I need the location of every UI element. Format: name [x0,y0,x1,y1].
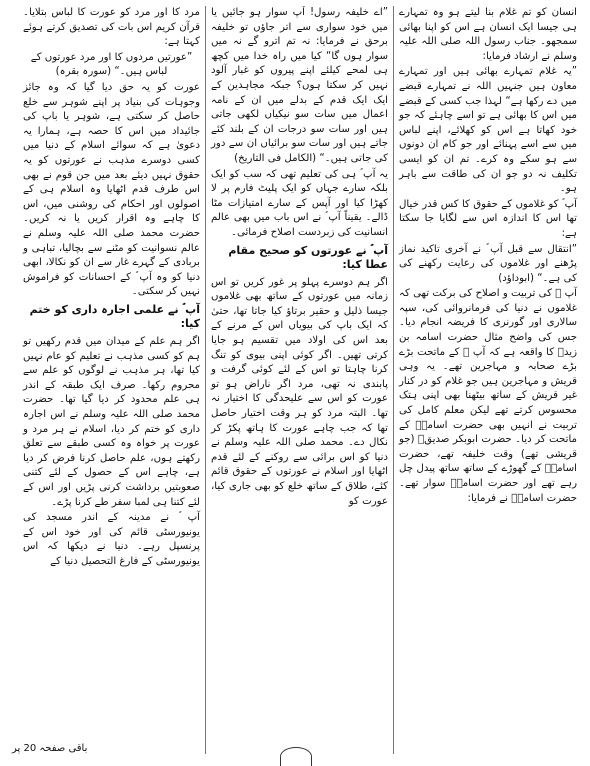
paragraph: آپ ؐ نے مدینہ کے اندر مسجد کی یونیورسٹی قائم کی اور خود اس کے پرنسپل رہے۔ دنیا نے دیکھا کہ اس یونیورسٹی کے فارغ التحصیل دنیا کے [23,512,200,567]
paragraph: عورت کو یہ حق دیا گیا کہ وہ جائز وجوہات کی بنیاد پر اپنے شوہر سے خلع حاصل کر سکتی ہے، شوہر یا باپ کی جائیداد میں اس کا حصہ ہے، ہمارا یہ دعویٰ ہے کہ سوائے اسلام کے دنیا میں کسی دوسرے مذہب نے عورتوں کو یہ حقوق نہیں دیئے بعد میں جن قوم نے بھی اس طرف قدم اٹھایا وہ اسلام ہی کے اصولوں اور احکام کی روشنی میں، اس کا چاہے وہ اقرار کریں یا نہ کریں۔ حضرت محمد صلی اللہ علیہ وسلم نے عالم نسوانیت کو مٹنے سے بچالیا، تباہی و بربادی کے گہرے غار سے ان کو نکالا، ابھی دنیا کو وہ آپ ؐ کے احسانات کو فراموش نہیں کر سکتی۔ [23,81,200,298]
paragraph: مرد کا اور مرد کو عورت کا لباس بتلایا۔ قرآن کریم اس بات کی تصدیق کرتے ہوئے کہتا ہے: [23,7,200,48]
column-left [18,6,206,754]
hadith-quote: ”یہ غلام تمہارے بھائی ہیں اور تمہارے معاون ہیں جنہیں اللہ نے تمہارے قبضے میں دے رکھا ہے“ لہذا جب کسی کے قبضے میں اس کا بھائی ہے تو اسے چاہئے کہ جو خود کھاتا ہے اس کو کھلائے، اپنے لباس میں سے اسے پہنائے اور جو کام ان دونوں سے ہو سکے وہ کرے۔ تم ان کو ایسی تکلیف نہ دو جو ان کی طاقت سے باہر ہو۔ [399,66,577,195]
continued-note: باقی صفحہ 20 پر [12,743,88,754]
column-right [394,6,582,754]
paragraph: اگر ہم دوسرے پہلو پر غور کریں تو اس زمانہ میں عورتوں کے ساتھ بھی غلاموں جیسا ذلیل و حقیر برتاؤ کیا جاتا تھا، حتیٰ کہ ایک باپ کی بیویاں اس کے مرنے کے بعد اس کی اولاد میں تقسیم ہو جایا کرتی تھیں۔ اگر کوئی اپنی بیوی کو تنگ کرنا چاہتا تو اس کے لئے کوئی گرفت و پابندی نہ تھی، مرد اگر ناراض ہو تو عورت کو اس سے علیحدگی کا اختیار نہ تھا۔ البتہ مرد کو ہر وقت اختیار حاصل تھا کہ جب چاہے عورت کا ہاتھ پکڑ کر نکال دے۔ محمد صلی اللہ علیہ وسلم نے دنیا کو اس برائی سے روکنے کے لئے قدم اٹھایا اور اسلام نے عورتوں کے حقوق قائم کئے، طلاق کے ساتھ خلع کو بھی جاری کیا، عورت کو [211,276,388,507]
page-ornament [280,747,312,766]
hadith-quote: ”اے خلیفہ رسول! آپ سوار ہو جائیں یا میں خود سواری سے اتر جاؤں تو خلیفہ برحق نے فرمایا: نہ تم اترو گے نہ میں سوار ہوں گا“ کیا میں راہ خدا میں کچھ ہی لمحے کیلئے اپنے پیروں کو غبار آلود نہیں کر سکتا ہوں؟ جبکہ مجاہدین کے ایک ایک قدم کے بدلے میں ان کے نامہ اعمال میں سات سو نیکیاں لکھی جاتی ہیں اور سات سو درجات ان کے بلند کئے جاتے ہیں اور سات سو برائیاں ان سے دور کی جاتی ہیں۔“ (الکامل فی التاریخ) [211,7,388,164]
paragraph: اگر ہم علم کے میدان میں قدم رکھیں تو ہم کو کسی مذہب نے تعلیم کو عام نہیں کیا تھا، ہر مذہب نے لوگوں کو علم سے محروم رکھا۔ صرف ایک طبقہ کے اندر ہی علم محدود کر دیا گیا تھا۔ حضرت محمد صلی اللہ علیہ وسلم نے اس اجارہ داری کو ختم کر دیا، اسلام نے ہر مرد و عورت پر خواہ وہ کسی طبقے سے تعلق رکھتے ہوں، علم حاصل کرنا فرض کر دیا ہے، چاہے اس کے حصول کے لئے کتنی صعوبتیں برداشت کرنی پڑیں اور اس کے لئے کتنا ہی لمبا سفر طے کرنا پڑے۔ [23,336,200,508]
paragraph: آپ ؐ کی تربیت و اصلاح کی برکت تھی کہ غلاموں نے دنیا کی فرمانروائی کی، سپہ سالاری اور گورنری کا فریضہ انجام دیا۔ جس کی واضح مثال حضرت اسامہ بن زیدؓ کا واقعہ ہے کہ آپ ؐ کے ماتحت بڑے بڑے صحابہ و مہاجرین تھے۔ یہ وہی قریش و مہاجرین ہیں جو غلام کو در کنار غیر قریش کے ساتھ بیٹھنا بھی اپنی ہتک محسوس کرتے تھے لیکن معلم کامل کی تربیت نے انہیں بھی حضرت اسامہؓ کے ماتحت کر دیا۔ حضرت ابوبکر صدیقؓ (جو قریشی تھے) وقت خلیفہ تھے، حضرت اسامہؓ کے گھوڑے کے ساتھ ساتھ پیدل چل رہے تھے اور حضرت اسامہؓ سوار تھے۔ حضرت اسامہؓ نے فرمایا: [399,288,577,504]
paragraph: انسان کو تم غلام بنا لیتے ہو وہ تمہارے ہی جیسا ایک انسان ہے اس کو اپنا بھائی سمجھو۔ جناب رسول اللہ صلی اللہ علیہ وسلم نے ارشاد فرمایا: [399,7,577,62]
section-heading: آپ ؐ نے علمی اجارہ داری کو ختم کیا: [29,302,200,331]
section-heading: آپ ؐ نے عورتوں کو صحیح مقام عطا کیا: [228,243,388,272]
column-middle [206,6,394,754]
paragraph: آپ ؐ کو غلاموں کے حقوق کا کس قدر خیال تھا اس کا اندازہ اس سے لگایا جا سکتا ہے: [399,198,577,239]
paragraph: یہ آپ ؐ ہی کی تعلیم تھی کہ سب کو ایک بلکہ سارے جہاں کو ایک پلیٹ فارم پر لا کھڑا کیا اور آپس کے سارے امتیازات مٹا ڈالے۔ یقیناً آپ ؐ نے اس باب میں بھی عالم انسانیت کی زبردست اصلاح فرمائی۔ [211,168,388,238]
hadith-quote: ”انتقال سے قبل آپ ؐ نے آخری تاکید نماز پڑھنے اور غلاموں کی رعایت رکھنے کی کی ہے۔“ (ابوداؤد) [399,243,577,284]
quran-quote: ”عورتیں مردوں کا اور مرد عورتوں کے لباس ہیں۔“ (سورہ بقرہ) [30,51,193,78]
